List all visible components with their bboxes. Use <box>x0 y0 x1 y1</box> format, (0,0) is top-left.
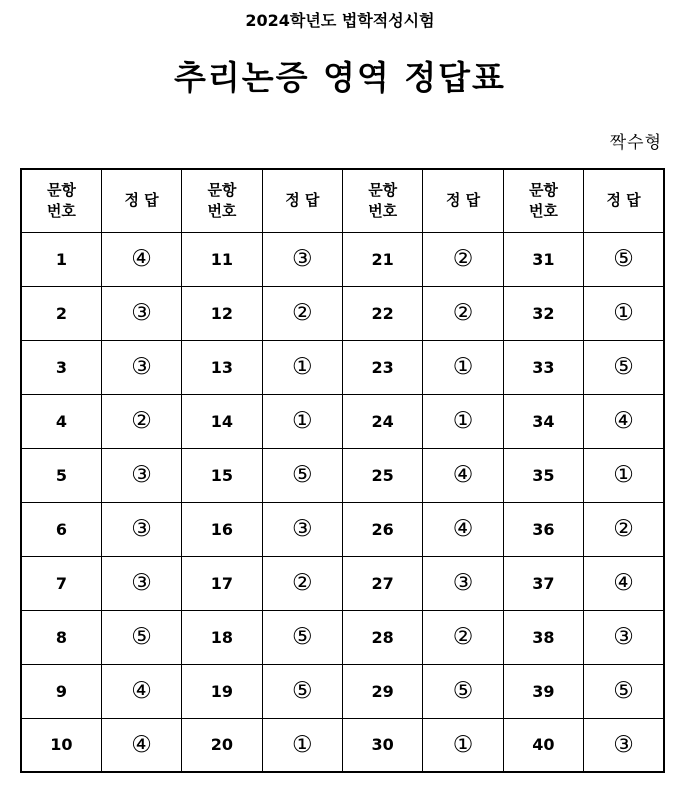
question-number-cell: 6 <box>21 502 101 556</box>
question-number-cell: 9 <box>21 664 101 718</box>
table-row <box>21 502 664 556</box>
answer-cell: ④ <box>423 448 503 502</box>
table-row <box>21 664 664 718</box>
question-number-cell: 25 <box>343 448 423 502</box>
question-number-cell: 26 <box>343 502 423 556</box>
answer-cell: ① <box>584 448 664 502</box>
table-row <box>21 556 664 610</box>
header-question-number: 문항 번호 <box>343 169 423 232</box>
answer-cell: ② <box>423 286 503 340</box>
table-body <box>21 232 664 772</box>
answer-key-table <box>20 168 665 773</box>
question-number-cell: 3 <box>21 340 101 394</box>
answer-cell: ① <box>584 286 664 340</box>
header-question-number: 문항 번호 <box>21 169 101 232</box>
header-answer: 정 답 <box>262 169 342 232</box>
table-row <box>21 718 664 772</box>
question-number-cell: 21 <box>343 232 423 286</box>
header-row <box>21 169 664 232</box>
question-number-cell: 4 <box>21 394 101 448</box>
question-number-cell: 31 <box>503 232 583 286</box>
question-number-cell: 34 <box>503 394 583 448</box>
answer-cell: ③ <box>584 718 664 772</box>
answer-cell: ④ <box>101 664 181 718</box>
answer-cell: ① <box>262 340 342 394</box>
question-number-cell: 37 <box>503 556 583 610</box>
header-answer: 정 답 <box>584 169 664 232</box>
table-row <box>21 232 664 286</box>
table-row <box>21 610 664 664</box>
question-number-cell: 20 <box>182 718 262 772</box>
answer-cell: ③ <box>584 610 664 664</box>
answer-cell: ③ <box>101 286 181 340</box>
table-header <box>21 169 664 232</box>
question-number-cell: 33 <box>503 340 583 394</box>
question-number-cell: 18 <box>182 610 262 664</box>
header-answer: 정 답 <box>101 169 181 232</box>
question-number-cell: 16 <box>182 502 262 556</box>
question-number-cell: 32 <box>503 286 583 340</box>
answer-cell: ⑤ <box>101 610 181 664</box>
question-number-cell: 19 <box>182 664 262 718</box>
question-number-cell: 35 <box>503 448 583 502</box>
answer-cell: ⑤ <box>262 664 342 718</box>
answer-cell: ③ <box>101 502 181 556</box>
answer-cell: ② <box>584 502 664 556</box>
exam-subtitle: 2024학년도 법학적성시험 <box>245 11 435 30</box>
answer-cell: ⑤ <box>262 448 342 502</box>
answer-cell: ④ <box>101 232 181 286</box>
question-number-cell: 28 <box>343 610 423 664</box>
question-number-cell: 13 <box>182 340 262 394</box>
question-number-cell: 2 <box>21 286 101 340</box>
question-number-cell: 7 <box>21 556 101 610</box>
page-title: 추리논증 영역 정답표 <box>174 58 506 97</box>
question-number-cell: 24 <box>343 394 423 448</box>
question-number-cell: 5 <box>21 448 101 502</box>
question-number-cell: 23 <box>343 340 423 394</box>
answer-cell: ③ <box>423 556 503 610</box>
answer-cell: ① <box>262 718 342 772</box>
header-question-number: 문항 번호 <box>182 169 262 232</box>
answer-cell: ① <box>423 394 503 448</box>
answer-cell: ④ <box>584 394 664 448</box>
question-number-cell: 40 <box>503 718 583 772</box>
question-number-cell: 30 <box>343 718 423 772</box>
question-number-cell: 27 <box>343 556 423 610</box>
question-number-cell: 38 <box>503 610 583 664</box>
answer-cell: ⑤ <box>584 340 664 394</box>
answer-cell: ③ <box>262 502 342 556</box>
question-number-cell: 15 <box>182 448 262 502</box>
question-number-cell: 22 <box>343 286 423 340</box>
answer-cell: ② <box>262 556 342 610</box>
question-number-cell: 14 <box>182 394 262 448</box>
answer-cell: ③ <box>101 556 181 610</box>
answer-cell: ① <box>423 718 503 772</box>
question-number-cell: 1 <box>21 232 101 286</box>
answer-cell: ① <box>262 394 342 448</box>
answer-cell: ④ <box>101 718 181 772</box>
table-row <box>21 286 664 340</box>
form-type-label: 짝수형 <box>609 133 662 153</box>
question-number-cell: 39 <box>503 664 583 718</box>
answer-cell: ④ <box>584 556 664 610</box>
table-row <box>21 340 664 394</box>
answer-cell: ② <box>101 394 181 448</box>
question-number-cell: 29 <box>343 664 423 718</box>
question-number-cell: 12 <box>182 286 262 340</box>
answer-cell: ③ <box>101 340 181 394</box>
answer-cell: ⑤ <box>423 664 503 718</box>
answer-cell: ② <box>423 610 503 664</box>
header-question-number: 문항 번호 <box>503 169 583 232</box>
answer-cell: ⑤ <box>262 610 342 664</box>
answer-cell: ③ <box>262 232 342 286</box>
question-number-cell: 17 <box>182 556 262 610</box>
table-row <box>21 448 664 502</box>
question-number-cell: 8 <box>21 610 101 664</box>
question-number-cell: 11 <box>182 232 262 286</box>
answer-cell: ⑤ <box>584 232 664 286</box>
answer-cell: ① <box>423 340 503 394</box>
answer-cell: ③ <box>101 448 181 502</box>
table-row <box>21 394 664 448</box>
answer-cell: ② <box>262 286 342 340</box>
answer-cell: ② <box>423 232 503 286</box>
question-number-cell: 10 <box>21 718 101 772</box>
question-number-cell: 36 <box>503 502 583 556</box>
answer-cell: ⑤ <box>584 664 664 718</box>
header-answer: 정 답 <box>423 169 503 232</box>
answer-cell: ④ <box>423 502 503 556</box>
